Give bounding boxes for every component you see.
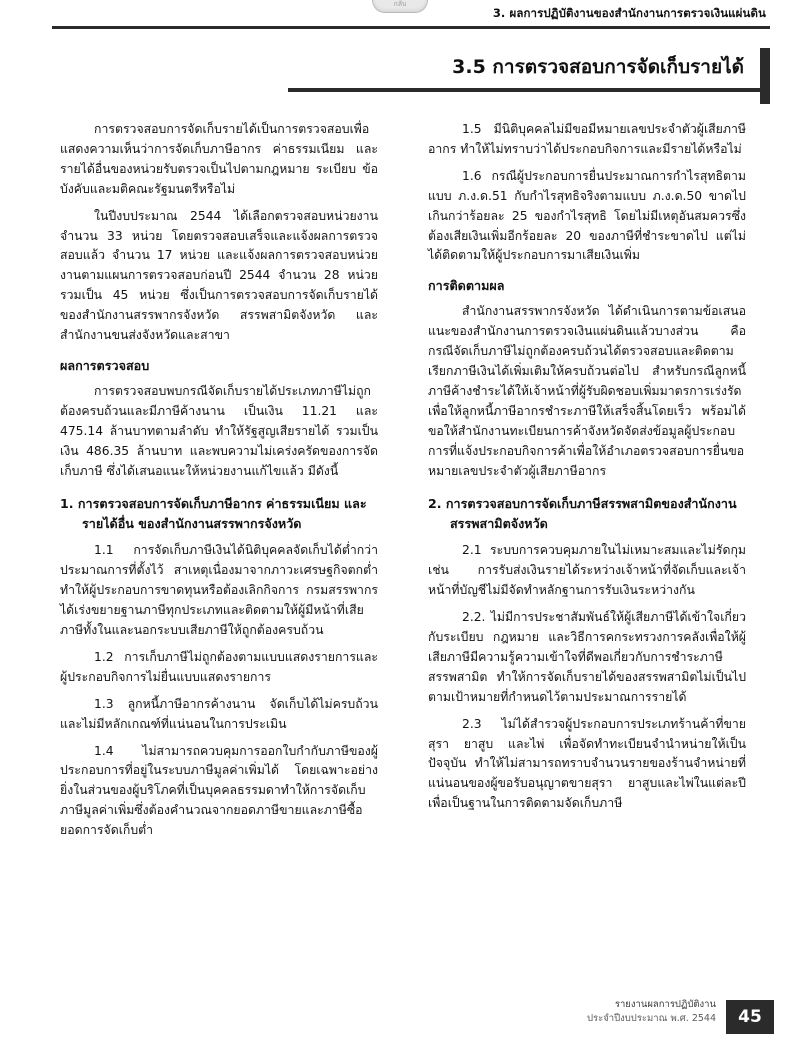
list-item: 1.6 กรณีผู้ประกอบการยื่นประมาณการกำไรสุทธิตามแบบ ภ.ง.ด.51 กับกำไรสุทธิจริงตามแบบ ภ.ง.ด.50 ขาดไปเกินกว่าร้อยละ 25 ของกำไรสุทธิ โดยไม่มีเหตุอันสมควรซึ่งต้องเสียเงินเพิ่มอีกร้อยละ 20 ของภาษีที่ชำระขาดไป แต่ไม่ได้ติดตามให้ผู้ประกอบการมาเสียเงินเพิ่ม	[428, 168, 746, 263]
list-item: 2.1 ระบบการควบคุมภายในไม่เหมาะสมและไม่รัดกุม เช่น การรับส่งเงินรายได้ระหว่างเจ้าหน้าที่จัดเก็บและเจ้าหน้าที่บัญชีไม่มีจัดทำหลักฐานการรับเงินระหว่างกัน	[428, 543, 746, 598]
list-item: 2.3 ไม่ได้สำรวจผู้ประกอบการประเภทร้านค้าที่ขายสุรา ยาสูบ และไพ่ เพื่อจัดทำทะเบียนจำนำหน่ายให้เป็นปัจจุบัน ทำให้ไม่สามารถทราบจำนวนรายของร้านจำหน่ายที่แน่นอนของผู้ขอรับอนุญาตขายสุรา ยาสูบและไพ่ในแต่ละปี เพื่อเป็นฐานในการติดตามจัดเก็บภาษี	[428, 716, 746, 811]
section-underline	[288, 88, 760, 92]
list-item: 1.4 ไม่สามารถควบคุมการออกใบกำกับภาษีของผู้ประกอบการที่อยู่ในระบบภาษีมูลค่าเพิ่มได้ โดยเฉพาะอย่างยิ่งในส่วนของผู้บริโภคที่เป็นบุคคลธรรมดาทำให้การจัดเก็บภาษีมูลค่าเพิ่มซึ่งต้องคำนวณจากยอดภาษีขายและภาษีซื้อยอดการจัดเก็บต่ำ	[60, 743, 378, 838]
list-item: 2.2. ไม่มีการประชาสัมพันธ์ให้ผู้เสียภาษีได้เข้าใจเกี่ยวกับระเบียบ กฎหมาย และวิธีการคกระทรวงการคลังเพื่อให้ผู้เสียภาษีมีความรู้ความเข้าใจที่ดีพอเกี่ยวกับการชำระภาษีสรรพสามิต ทำให้การจัดเก็บรายได้ของสรรพสามิตไม่เป็นไปตามเป้าหมายที่กำหนดไว้ตามประมาณการรายได้	[428, 610, 746, 704]
heading-section-2-line1: 2. การตรวจสอบการจัดเก็บภาษีสรรพสามิตของสำนักงาน	[428, 495, 737, 511]
paragraph: การตรวจสอบการจัดเก็บรายได้เป็นการตรวจสอบเพื่อแสดงความเห็นว่าการจัดเก็บภาษีอากร ค่าธรรมเนียม และรายได้อื่นของหน่วยรับตรวจเป็นไปตามกฎหมาย ระเบียบ ข้อบังคับและมติคณะรัฐมนตรีหรือไม่	[60, 122, 378, 196]
heading-section-1-line1: 1. การตรวจสอบการจัดเก็บภาษีอากร ค่าธรรมเนียม และ	[60, 495, 367, 511]
heading-section-1	[60, 494, 378, 535]
page-footer	[0, 986, 800, 1056]
left-column	[60, 120, 378, 1000]
running-header-title: 3. ผลการปฏิบัติงานของสำนักงานการตรวจเงินแผ่นดิน	[492, 6, 766, 20]
list-item: 1.3 ลูกหนี้ภาษีอากรค้างนาน จัดเก็บได้ไม่ครบถ้วน และไม่มีหลักเกณฑ์ที่แน่นอนในการประเมิน	[60, 696, 378, 731]
subheading-followup: การติดตามผล	[428, 278, 505, 294]
header-tab-label: กลับ	[393, 0, 407, 8]
list-item: 1.1 การจัดเก็บภาษีเงินได้นิติบุคคลจัดเก็บได้ต่ำกว่าประมาณการที่ตั้งไว้ สาเหตุเนื่องมาจากภาวะเศรษฐกิจตกต่ำ ทำให้ผู้ประกอบการขาดทุนหรือต้องเลิกกิจการ กรมสรรพากรได้เร่งขยายฐานภาษีทุกประเภทและติดตามให้ผู้มีหน้าที่เสียภาษีทั้งในและนอกระบบเสียภาษีให้ถูกต้องครบถ้วน	[60, 543, 378, 638]
page-header	[0, 0, 800, 30]
paragraph: ในปีงบประมาณ 2544 ได้เลือกตรวจสอบหน่วยงานจำนวน 33 หน่วย โดยตรวจสอบเสร็จและแจ้งผลการตรวจสอบแล้ว จำนวน 17 หน่วย และแจ้งผลการตรวจสอบหน่วยงานตามแผนการตรวจสอบก่อนปี 2544 จำนวน 28 หน่วย รวมเป็น 45 หน่วย ซึ่งเป็นการตรวจสอบการจัดเก็บรายได้ของสำนักงานสรรพากรจังหวัด สรรพสามิตจังหวัด และสำนักงานขนส่งจังหวัดและสาขา	[60, 208, 378, 343]
list-item: 1.2 การเก็บภาษีไม่ถูกต้องตามแบบแสดงรายการและผู้ประกอบกิจการไม่ยื่นแบบแสดงรายการ	[60, 649, 378, 684]
section-title-block	[52, 48, 770, 92]
paragraph: การตรวจสอบพบกรณีจัดเก็บรายได้ประเภทภาษีไม่ถูกต้องครบถ้วนและมีภาษีค้างนาน เป็นเงิน 11.21 และ 475.14 ล้านบาทตามลำดับ ทำให้รัฐสูญเสียรายได้ รวมเป็นเงิน 486.35 ล้านบาท และพบความไม่เคร่งครัดของการจัดเก็บภาษี ซึ่งได้เสนอแนะให้หน่วยงานแก้ไขแล้ว มีดังนี้	[60, 384, 378, 478]
body-columns	[60, 120, 750, 1000]
list-item: 1.5 มีนิติบุคคลไม่มีขอมีหมายเลขประจำตัวผู้เสียภาษีอากร ทำให้ไม่ทราบว่าได้ประกอบกิจการและมีรายได้หรือไม่	[428, 122, 746, 156]
header-tab-decoration	[372, 0, 428, 13]
footer-line-1: รายงานผลการปฏิบัติงาน	[614, 998, 716, 1010]
section-title-box	[428, 48, 758, 86]
section-right-bar	[760, 48, 770, 104]
subheading-results: ผลการตรวจสอบ	[60, 357, 150, 373]
footer-line-2: ประจำปีงบประมาณ พ.ศ. 2544	[586, 1012, 716, 1024]
page-title: 3.5 การตรวจสอบการจัดเก็บรายได้	[452, 56, 744, 78]
heading-section-2	[428, 494, 746, 535]
header-rule	[52, 26, 770, 29]
footer-caption	[587, 998, 716, 1027]
right-column	[428, 120, 746, 1000]
page-number: 45	[726, 1000, 774, 1034]
paragraph: สำนักงานสรรพากรจังหวัด ได้ดำเนินการตามข้อเสนอแนะของสำนักงานการตรวจเงินแผ่นดินแล้วบางส่วน คือ กรณีจัดเก็บภาษีไม่ถูกต้องครบถ้วนได้ตรวจสอบและติดตามเรียกภาษีเงินได้เพิ่มเติมให้ครบถ้วนต่อไป สำหรับกรณีลูกหนี้ภาษีค้างชำระได้ให้เจ้าหน้าที่ผู้รับผิดชอบเพิ่มมาตรการเร่งรัดเพื่อให้ลูกหนี้ภาษีอากรชำระภาษีให้เสร็จสิ้นโดยเร็ว พร้อมได้ขอให้สำนักงานทะเบียนการค้าจังหวัดจัดส่งข้อมูลผู้ประกอบการที่แจ้งประกอบกิจการค้าเพื่อให้อำเภอตรวจสอบการยื่นขอหมายเลขประจำตัวผู้เสียภาษีอากร	[428, 304, 746, 478]
heading-section-1-line2: รายได้อื่น ของสำนักงานสรรพากรจังหวัด	[82, 516, 302, 532]
heading-section-2-line2: สรรพสามิตจังหวัด	[450, 516, 548, 532]
